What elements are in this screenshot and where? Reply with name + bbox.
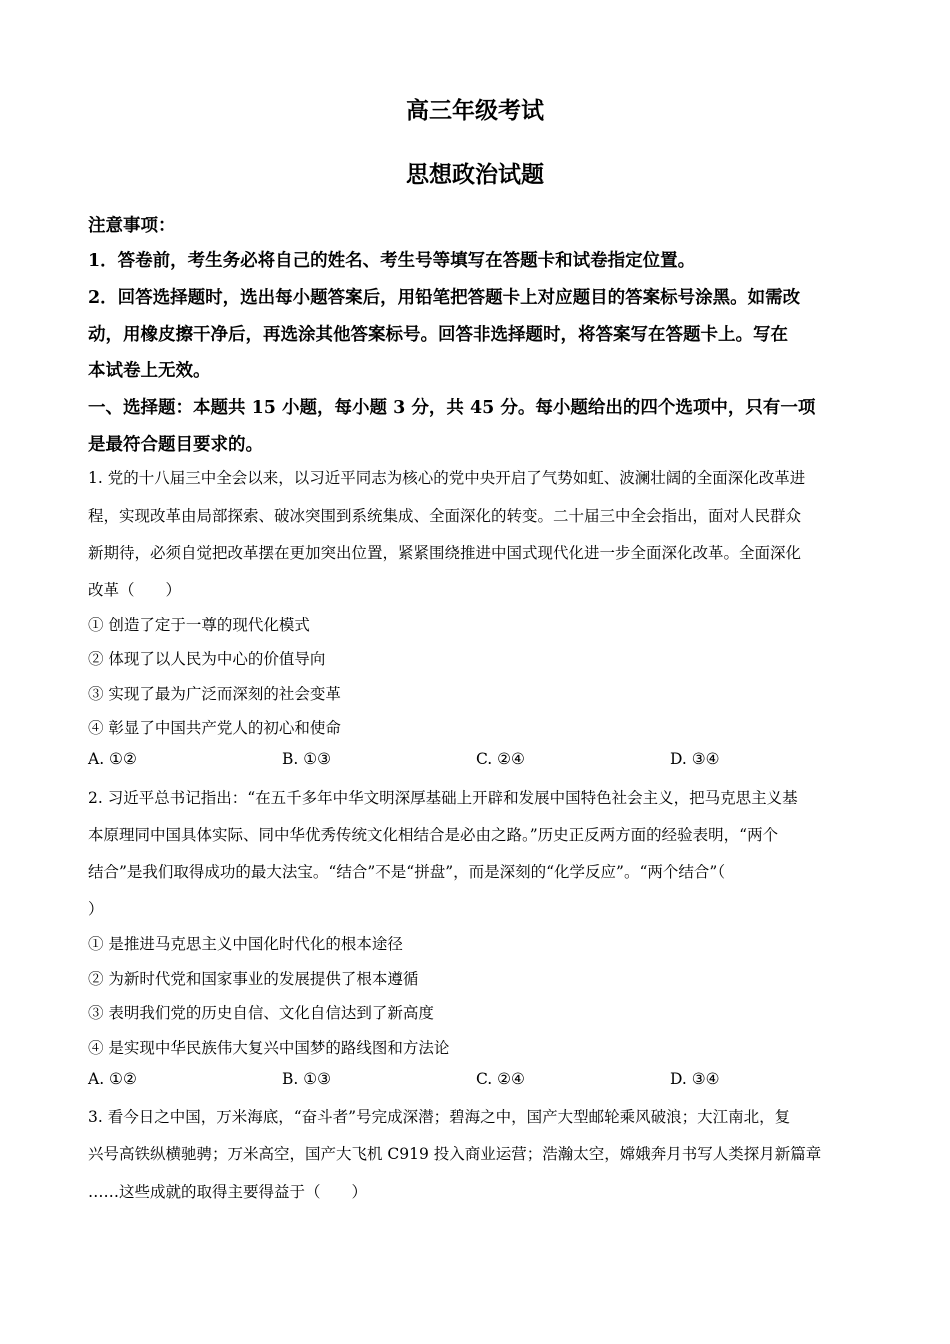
- notice-line: 1．答卷前，考生务必将自己的姓名、考生号等填写在答题卡和试卷指定位置。: [88, 251, 696, 271]
- question-2-stem: ）: [88, 900, 104, 918]
- question-2-item: ① 是推进马克思主义中国化时代化的根本途径: [88, 935, 403, 953]
- question-1-stem: 1. 党的十八届三中全会以来，以习近平同志为核心的党中央开启了气势如虹、波澜壮阔的全面深化改革进: [88, 469, 806, 487]
- question-3-stem: 3. 看今日之中国，万米海底，“奋斗者”号完成深潜；碧海之中，国产大型邮轮乘风破浪；大江南北，复: [88, 1108, 791, 1126]
- page-subtitle: 思想政治试题: [406, 161, 544, 188]
- question-1-option-c: C. ②④: [476, 750, 525, 768]
- section-heading: 是最符合题目要求的。: [88, 435, 263, 455]
- section-heading: 一、选择题：本题共 15 小题，每小题 3 分，共 45 分。每小题给出的四个选项中，只有一项: [88, 398, 816, 418]
- notice-line: 2．回答选择题时，选出每小题答案后，用铅笔把答题卡上对应题目的答案标号涂黑。如需改: [88, 288, 801, 308]
- notice-heading: 注意事项：: [88, 216, 176, 236]
- question-3-stem: ……这些成就的取得主要得益于（ ）: [88, 1183, 368, 1201]
- page-title: 高三年级考试: [406, 97, 544, 124]
- question-2-option-b: B. ①③: [282, 1070, 332, 1088]
- question-1-item: ② 体现了以人民为中心的价值导向: [88, 650, 326, 668]
- question-1-item: ③ 实现了最为广泛而深刻的社会变革: [88, 685, 341, 703]
- question-2-stem: 2. 习近平总书记指出：“在五千多年中华文明深厚基础上开辟和发展中国特色社会主义，把马克思主义基: [88, 789, 798, 807]
- question-1-stem: 新期待，必须自觉把改革摆在更加突出位置，紧紧围绕推进中国式现代化进一步全面深化改革。全面深化: [88, 544, 802, 562]
- question-2-stem: 结合”是我们取得成功的最大法宝。“结合”不是“拼盘”，而是深刻的“化学反应”。“两个结合”（: [88, 863, 726, 881]
- question-1-stem: 改革（ ）: [88, 581, 182, 599]
- question-1-option-a: A. ①②: [88, 750, 137, 768]
- question-2-stem: 本原理同中国具体实际、同中华优秀传统文化相结合是必由之路。”历史正反两方面的经验表明，“两个: [88, 826, 779, 844]
- question-2-option-c: C. ②④: [476, 1070, 525, 1088]
- question-2-item: ④ 是实现中华民族伟大复兴中国梦的路线图和方法论: [88, 1039, 450, 1057]
- question-2-item: ③ 表明我们党的历史自信、文化自信达到了新高度: [88, 1004, 434, 1022]
- question-1-stem: 程，实现改革由局部探索、破冰突围到系统集成、全面深化的转变。二十届三中全会指出，面对人民群众: [88, 507, 802, 525]
- question-1-option-b: B. ①③: [282, 750, 332, 768]
- question-2-item: ② 为新时代党和国家事业的发展提供了根本遵循: [88, 970, 419, 988]
- question-2-option-a: A. ①②: [88, 1070, 137, 1088]
- notice-line: 动，用橡皮擦干净后，再选涂其他答案标号。回答非选择题时，将答案写在答题卡上。写在: [88, 325, 788, 345]
- question-2-option-d: D. ③④: [670, 1070, 720, 1088]
- question-1-option-d: D. ③④: [670, 750, 720, 768]
- question-1-item: ④ 彰显了中国共产党人的初心和使命: [88, 719, 341, 737]
- question-1-item: ① 创造了定于一尊的现代化模式: [88, 616, 310, 634]
- question-3-stem: 兴号高铁纵横驰骋；万米高空，国产大飞机 C919 投入商业运营；浩瀚太空，嫦娥奔月书写人类探月新篇章: [88, 1145, 822, 1163]
- notice-line: 本试卷上无效。: [88, 361, 211, 381]
